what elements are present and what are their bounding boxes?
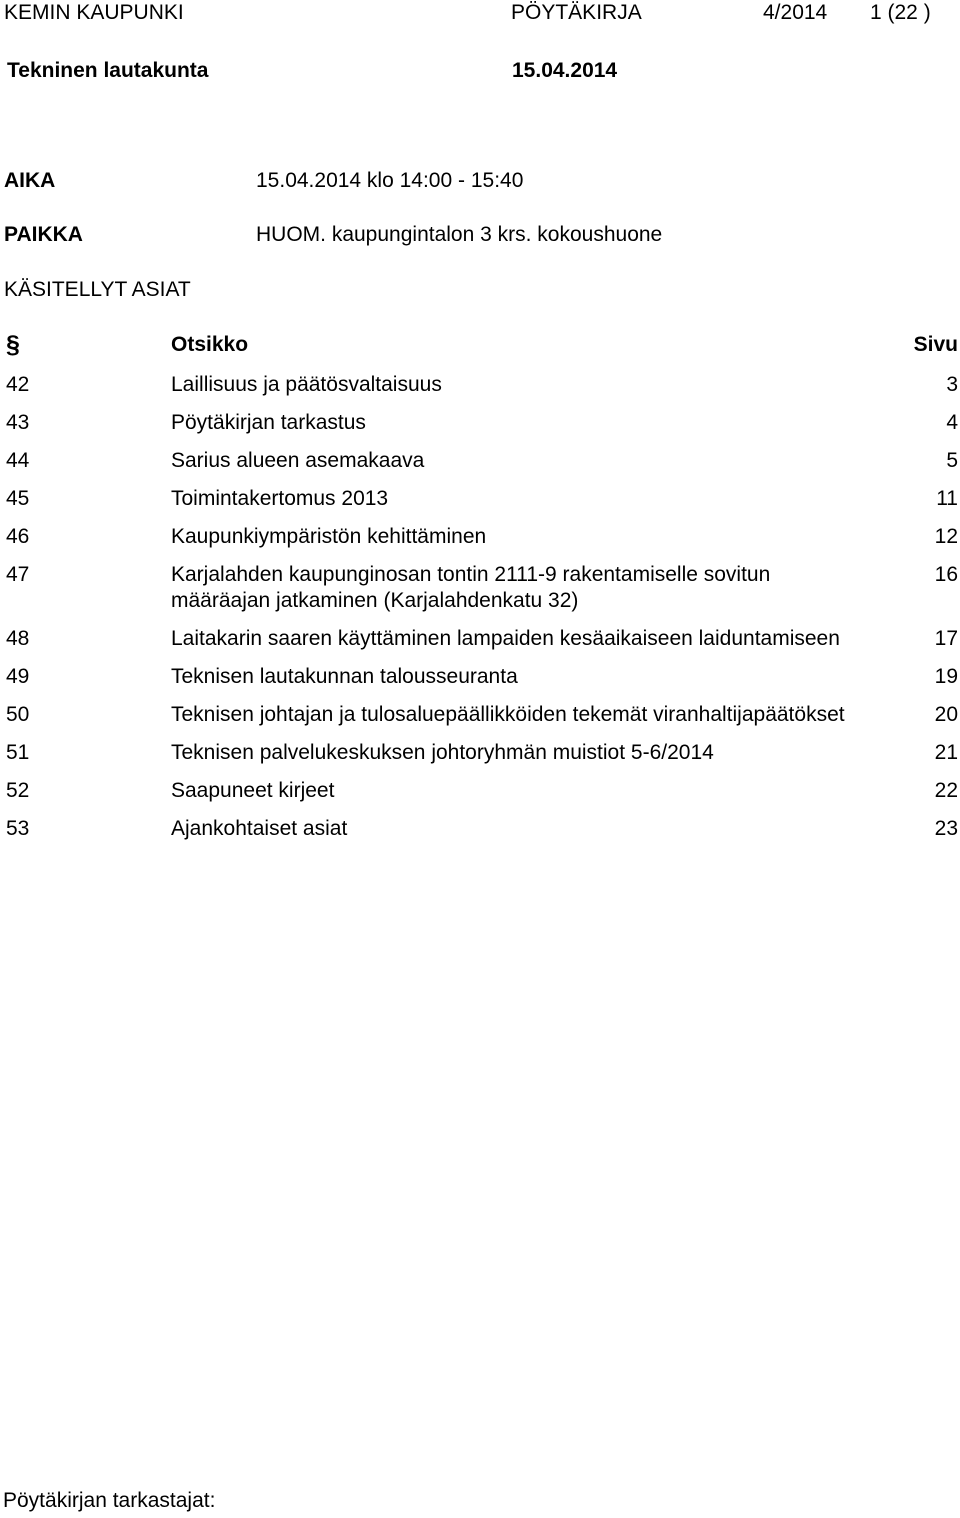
agenda-item-number: 49 [6, 665, 30, 688]
agenda-item-number: 46 [6, 525, 30, 548]
agenda-row [0, 664, 960, 690]
agenda-item-title: Teknisen palvelukeskuksen johtoryhmän muistiot 5-6/2014 [171, 741, 714, 764]
agenda-item-page: 23 [934, 817, 958, 840]
agenda-item-page: 4 [946, 411, 958, 434]
agenda-item-number: 50 [6, 703, 30, 726]
agenda-item-number: 48 [6, 627, 30, 650]
agenda-row [0, 702, 960, 728]
document-number: 4/2014 [763, 1, 828, 24]
agenda-row [0, 740, 960, 766]
agenda-item-page: 12 [934, 525, 958, 548]
agenda-item-number: 47 [6, 563, 30, 586]
agenda-item-number: 44 [6, 449, 30, 472]
agenda-item-title: Kaupunkiympäristön kehittäminen [171, 525, 487, 548]
agenda-table [0, 330, 960, 842]
agenda-item-title: Toimintakertomus 2013 [171, 487, 389, 510]
agenda-item-number: 42 [6, 373, 30, 396]
agenda-item-page: 19 [934, 665, 958, 688]
page-column-header: Sivu [913, 333, 958, 356]
agenda-heading: KÄSITELLYT ASIAT [4, 278, 191, 301]
agenda-item-page: 5 [946, 449, 958, 472]
agenda-row [0, 410, 960, 436]
agenda-item-title: Karjalahden kaupunginosan tontin 2111-9 rakentamiselle sovitun määräajan jatkaminen (Karjalahdenkatu 32) [171, 563, 771, 612]
agenda-row [0, 524, 960, 550]
agenda-row [0, 372, 960, 398]
page-count: 1 (22 ) [870, 1, 931, 24]
agenda-item-title: Laitakarin saaren käyttäminen lampaiden kesäaikaiseen laiduntamiseen [171, 627, 840, 650]
meeting-date: 15.04.2014 [512, 59, 618, 82]
time-value: 15.04.2014 klo 14:00 - 15:40 [256, 169, 524, 192]
agenda-rows [0, 372, 960, 842]
agenda-item-title: Teknisen lautakunnan talousseuranta [171, 665, 518, 688]
agenda-item-number: 43 [6, 411, 30, 434]
agenda-item-number: 51 [6, 741, 30, 764]
agenda-item-page: 20 [934, 703, 958, 726]
agenda-item-page: 11 [936, 487, 958, 510]
agenda-item-page: 21 [934, 741, 958, 764]
reviewers-label: Pöytäkirjan tarkastajat: [3, 1489, 216, 1512]
agenda-item-number: 53 [6, 817, 30, 840]
agenda-item-title: Laillisuus ja päätösvaltaisuus [171, 373, 442, 396]
document-type: PÖYTÄKIRJA [511, 1, 642, 24]
agenda-item-page: 17 [934, 627, 958, 650]
agenda-item-title: Teknisen johtajan ja tulosaluepäällikköiden tekemät viranhaltijapäätökset [171, 703, 845, 726]
agenda-item-title: Sarius alueen asemakaava [171, 449, 425, 472]
agenda-item-page: 22 [934, 779, 958, 802]
agenda-row [0, 816, 960, 842]
agenda-header-row [0, 330, 960, 360]
organization-name: KEMIN KAUPUNKI [4, 1, 184, 24]
agenda-row [0, 778, 960, 804]
agenda-item-page: 3 [946, 373, 958, 396]
paragraph-mark: § [6, 331, 20, 359]
time-label: AIKA [4, 169, 56, 192]
place-label: PAIKKA [4, 223, 83, 246]
agenda-row [0, 626, 960, 652]
agenda-item-page: 16 [934, 563, 958, 586]
agenda-item-number: 45 [6, 487, 30, 510]
agenda-row [0, 486, 960, 512]
agenda-item-title: Saapuneet kirjeet [171, 779, 335, 802]
agenda-item-number: 52 [6, 779, 30, 802]
agenda-row [0, 448, 960, 474]
title-column-header: Otsikko [171, 333, 249, 356]
agenda-row [0, 562, 960, 614]
board-name: Tekninen lautakunta [7, 59, 209, 82]
place-value: HUOM. kaupungintalon 3 krs. kokoushuone [256, 223, 663, 246]
agenda-item-title: Pöytäkirjan tarkastus [171, 411, 366, 434]
agenda-item-title: Ajankohtaiset asiat [171, 817, 348, 840]
